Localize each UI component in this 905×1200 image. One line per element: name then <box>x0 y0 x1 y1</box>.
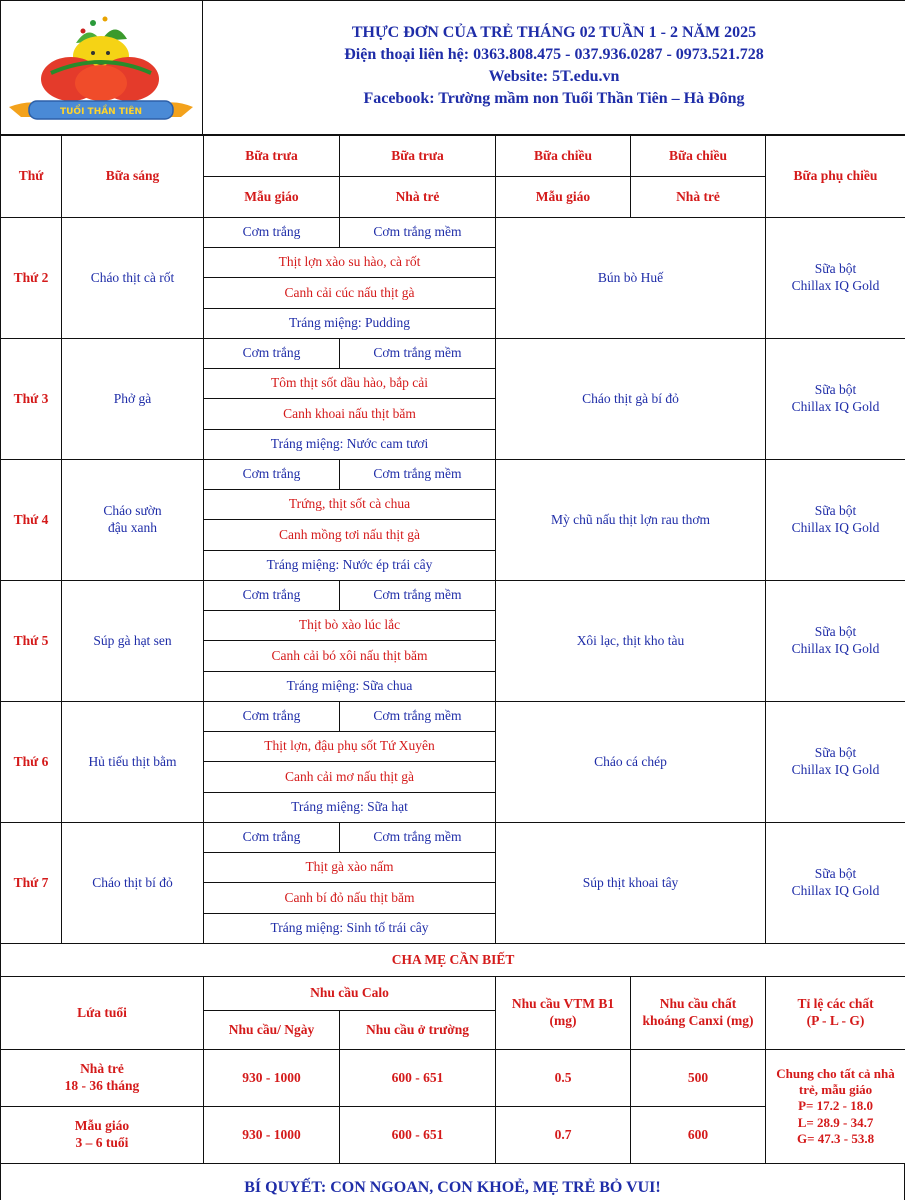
dessert-cell: Tráng miệng: Nước ép trái cây <box>204 551 496 581</box>
rice-kindergarten-cell: Cơm trắng <box>204 460 340 490</box>
needs-b1-header: Nhu cầu VTM B1 (mg) <box>496 977 631 1050</box>
title-block <box>203 0 905 134</box>
rice-nursery-cell: Cơm trắng mềm <box>340 460 496 490</box>
rice-nursery-cell: Cơm trắng mềm <box>340 823 496 853</box>
soup-cell: Canh cải cúc nấu thịt gà <box>204 278 496 309</box>
snack-cell: Sữa bột Chillax IQ Gold <box>766 339 905 460</box>
contact-phone: Điện thoại liên hệ: 0363.808.475 - 037.936.0287 - 0973.521.728 <box>344 46 764 63</box>
main-dish-cell: Tôm thịt sốt dầu hào, bắp cải <box>204 369 496 399</box>
dessert-cell: Tráng miệng: Sinh tố trái cây <box>204 914 496 944</box>
sub-kindergarten: Mẫu giáo <box>204 177 340 218</box>
soup-cell: Canh cải mơ nấu thịt gà <box>204 762 496 793</box>
day-label: Thứ 3 <box>1 339 62 460</box>
main-dish-cell: Thịt bò xào lúc lắc <box>204 611 496 641</box>
needs-ratio-cell: Chung cho tất cả nhà trẻ, mẫu giáo P= 17.2 - 18.0 L= 28.9 - 34.7 G= 47.3 - 53.8 <box>766 1050 905 1164</box>
day-label: Thứ 4 <box>1 460 62 581</box>
day-label: Thứ 6 <box>1 702 62 823</box>
header-lunch-kindergarten: Bữa trưa <box>204 136 340 177</box>
needs-calcium-cell: 600 <box>631 1107 766 1164</box>
nutrition-needs-table <box>0 943 905 1164</box>
dessert-cell: Tráng miệng: Nước cam tươi <box>204 430 496 460</box>
afternoon-meal-cell: Xôi lạc, thịt kho tàu <box>496 581 766 702</box>
website-text: Website: 5T.edu.vn <box>488 68 620 85</box>
needs-ratio-header: Tỉ lệ các chất (P - L - G) <box>766 977 905 1050</box>
soup-cell: Canh mồng tơi nấu thịt gà <box>204 520 496 551</box>
soup-cell: Canh cải bó xôi nấu thịt băm <box>204 641 496 672</box>
needs-age-cell: Mẫu giáo 3 – 6 tuổi <box>1 1107 204 1164</box>
rice-nursery-cell: Cơm trắng mềm <box>340 339 496 369</box>
main-dish-cell: Thịt lợn xào su hào, cà rốt <box>204 248 496 278</box>
snack-cell: Sữa bột Chillax IQ Gold <box>766 218 905 339</box>
needs-age-header: Lứa tuổi <box>1 977 204 1050</box>
needs-age-cell: Nhà trẻ 18 - 36 tháng <box>1 1050 204 1107</box>
afternoon-meal-cell: Bún bò Huế <box>496 218 766 339</box>
logo-area <box>0 0 203 134</box>
afternoon-meal-cell: Cháo thịt gà bí đỏ <box>496 339 766 460</box>
rice-kindergarten-cell: Cơm trắng <box>204 823 340 853</box>
main-dish-cell: Thịt gà xào nấm <box>204 853 496 883</box>
school-logo <box>1 1 201 133</box>
breakfast-cell: Phở gà <box>62 339 204 460</box>
needs-school-cell: 600 - 651 <box>340 1050 496 1107</box>
afternoon-meal-cell: Mỳ chũ nấu thịt lợn rau thơm <box>496 460 766 581</box>
day-label: Thứ 7 <box>1 823 62 944</box>
breakfast-cell: Hủ tiếu thịt bằm <box>62 702 204 823</box>
header-afternoon-kindergarten: Bữa chiều <box>496 136 631 177</box>
weekly-menu-table <box>0 135 905 944</box>
menu-body <box>1 218 905 944</box>
needs-b1-cell: 0.7 <box>496 1107 631 1164</box>
footer-slogan: BÍ QUYẾT: CON NGOAN, CON KHOẺ, MẸ TRẺ BỎ VUI! <box>0 1163 905 1200</box>
needs-b1-cell: 0.5 <box>496 1050 631 1107</box>
rice-nursery-cell: Cơm trắng mềm <box>340 702 496 732</box>
day-label: Thứ 2 <box>1 218 62 339</box>
header-day: Thứ <box>1 136 62 218</box>
breakfast-cell: Cháo sườn đậu xanh <box>62 460 204 581</box>
header-lunch-nursery: Bữa trưa <box>340 136 496 177</box>
dessert-cell: Tráng miệng: Sữa hạt <box>204 793 496 823</box>
soup-cell: Canh khoai nấu thịt băm <box>204 399 496 430</box>
needs-calcium-cell: 500 <box>631 1050 766 1107</box>
afternoon-meal-cell: Súp thịt khoai tây <box>496 823 766 944</box>
needs-school-cell: 600 - 651 <box>340 1107 496 1164</box>
main-dish-cell: Thịt lợn, đậu phụ sốt Tứ Xuyên <box>204 732 496 762</box>
main-dish-cell: Trứng, thịt sốt cà chua <box>204 490 496 520</box>
facebook-text: Facebook: Trường mầm non Tuổi Thần Tiên – Hà Đông <box>363 90 745 107</box>
needs-calcium-header: Nhu cầu chất khoáng Canxi (mg) <box>631 977 766 1050</box>
snack-cell: Sữa bột Chillax IQ Gold <box>766 702 905 823</box>
needs-title: CHA MẸ CẦN BIẾT <box>1 944 905 977</box>
rice-kindergarten-cell: Cơm trắng <box>204 702 340 732</box>
snack-cell: Sữa bột Chillax IQ Gold <box>766 460 905 581</box>
rice-nursery-cell: Cơm trắng mềm <box>340 218 496 248</box>
snack-cell: Sữa bột Chillax IQ Gold <box>766 823 905 944</box>
day-label: Thứ 5 <box>1 581 62 702</box>
dessert-cell: Tráng miệng: Sữa chua <box>204 672 496 702</box>
breakfast-cell: Cháo thịt bí đỏ <box>62 823 204 944</box>
rice-kindergarten-cell: Cơm trắng <box>204 218 340 248</box>
rice-kindergarten-cell: Cơm trắng <box>204 581 340 611</box>
menu-title: THỰC ĐƠN CỦA TRẺ THÁNG 02 TUẦN 1 - 2 NĂM 2025 <box>351 24 757 41</box>
needs-per-day-cell: 930 - 1000 <box>204 1107 340 1164</box>
dessert-cell: Tráng miệng: Pudding <box>204 309 496 339</box>
header-afternoon-nursery: Bữa chiều <box>631 136 766 177</box>
sub-nursery: Nhà trẻ <box>340 177 496 218</box>
header-breakfast: Bữa sáng <box>62 136 204 218</box>
breakfast-cell: Súp gà hạt sen <box>62 581 204 702</box>
soup-cell: Canh bí đỏ nấu thịt băm <box>204 883 496 914</box>
rice-nursery-cell: Cơm trắng mềm <box>340 581 496 611</box>
needs-per-day-header: Nhu cầu/ Ngày <box>204 1011 340 1050</box>
needs-calo-header: Nhu cầu Calo <box>204 977 496 1011</box>
afternoon-meal-cell: Cháo cá chép <box>496 702 766 823</box>
breakfast-cell: Cháo thịt cà rốt <box>62 218 204 339</box>
svg-text:TUỔI THẦN TIÊN: TUỔI THẦN TIÊN <box>59 107 143 117</box>
header-snack: Bữa phụ chiều <box>766 136 905 218</box>
rice-kindergarten-cell: Cơm trắng <box>204 339 340 369</box>
needs-school-header: Nhu cầu ở trường <box>340 1011 496 1050</box>
needs-per-day-cell: 930 - 1000 <box>204 1050 340 1107</box>
sub-nursery: Nhà trẻ <box>631 177 766 218</box>
sub-kindergarten: Mẫu giáo <box>496 177 631 218</box>
page-header <box>0 0 905 135</box>
snack-cell: Sữa bột Chillax IQ Gold <box>766 581 905 702</box>
